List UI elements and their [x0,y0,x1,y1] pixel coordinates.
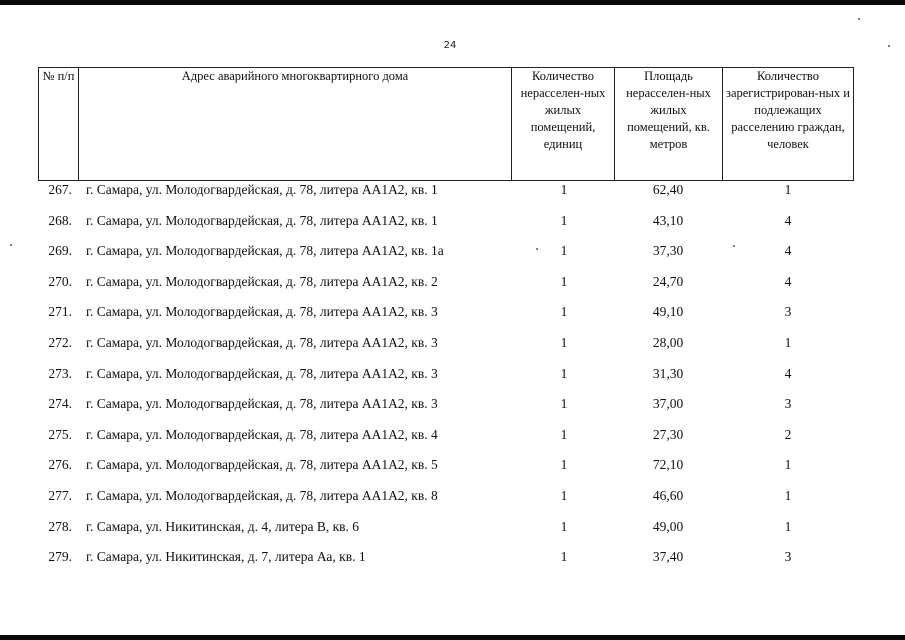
row-address: г. Самара, ул. Молодогвардейская, д. 78, литера АА1А2, кв. 3 [86,334,438,350]
row-number: 278. [48,518,72,534]
row-registered-citizens: 1 [784,487,792,503]
row-number: 267. [48,182,72,197]
row-unsettled-area: 37,00 [652,396,684,412]
row-unsettled-count: 1 [560,334,568,350]
row-address: г. Самара, ул. Молодогвардейская, д. 78, литера АА1А2, кв. 1 [86,212,438,228]
row-address: г. Самара, ул. Молодогвардейская, д. 78, литера АА1А2, кв. 1 [86,182,438,197]
row-registered-citizens: 4 [784,243,792,259]
row-unsettled-count: 1 [560,212,568,228]
row-address: г. Самара, ул. Молодогвардейская, д. 78, литера АА1А2, кв. 3 [86,365,438,381]
row-address: г. Самара, ул. Молодогвардейская, д. 78, литера АА1А2, кв. 4 [86,426,438,442]
row-unsettled-count: 1 [560,304,568,320]
row-address: г. Самара, ул. Молодогвардейская, д. 78, литера АА1А2, кв. 5 [86,457,438,473]
table-row [38,241,853,272]
row-unsettled-count: 1 [560,457,568,473]
scan-border-bottom [0,635,905,640]
row-unsettled-count: 1 [560,365,568,381]
row-address: г. Самара, ул. Никитинская, д. 4, литера В, кв. 6 [86,518,360,534]
row-registered-citizens: 3 [784,549,792,565]
row-registered-citizens: 1 [784,182,792,197]
row-unsettled-area: 24,70 [652,273,684,289]
table-row [38,486,853,517]
row-registered-citizens: 3 [784,304,792,320]
table-row [38,333,853,364]
row-number: 269. [48,243,72,259]
row-registered-citizens: 1 [784,334,792,350]
table-row [38,364,853,395]
row-number: 277. [48,487,72,503]
row-address: г. Самара, ул. Молодогвардейская, д. 78, литера АА1А2, кв. 1а [86,243,444,259]
row-number: 268. [48,212,72,228]
row-unsettled-count: 1 [560,487,568,503]
row-unsettled-area: 46,60 [652,487,684,503]
row-registered-citizens: 1 [784,518,792,534]
row-unsettled-count: 1 [560,182,568,197]
table-row [38,517,853,548]
row-address: г. Самара, ул. Молодогвардейская, д. 78, литера АА1А2, кв. 8 [86,487,438,503]
scan-speck [10,244,12,246]
row-address: г. Самара, ул. Молодогвардейская, д. 78, литера АА1А2, кв. 3 [86,396,438,412]
row-registered-citizens: 4 [784,212,792,228]
column-header-unsettled-area: Площадь нерасселен-ных жилых помещений, кв. метров [615,68,723,181]
table-row [38,455,853,486]
column-header-address: Адрес аварийного многоквартирного дома [79,68,512,181]
scan-border-top [0,0,905,5]
page-number: 24 [443,40,457,51]
row-registered-citizens: 4 [784,365,792,381]
table-row [38,272,853,303]
row-number: 273. [48,365,72,381]
row-registered-citizens: 3 [784,396,792,412]
row-number: 274. [48,396,72,412]
table-header [38,67,854,181]
row-address: г. Самара, ул. Молодогвардейская, д. 78, литера АА1А2, кв. 3 [86,304,438,320]
row-number: 272. [48,334,72,350]
table-row [38,394,853,425]
row-address: г. Самара, ул. Молодогвардейская, д. 78, литера АА1А2, кв. 2 [86,273,438,289]
row-unsettled-area: 27,30 [652,426,684,442]
row-unsettled-area: 49,10 [652,304,684,320]
row-number: 276. [48,457,72,473]
scan-speck [888,45,890,47]
row-unsettled-area: 49,00 [652,518,684,534]
row-unsettled-count: 1 [560,549,568,565]
row-number: 271. [48,304,72,320]
row-registered-citizens: 2 [784,426,792,442]
row-unsettled-count: 1 [560,243,568,259]
row-address: г. Самара, ул. Никитинская, д. 7, литера Аа, кв. 1 [86,549,366,565]
row-registered-citizens: 1 [784,457,792,473]
table-row [38,425,853,456]
row-unsettled-area: 43,10 [652,212,684,228]
row-unsettled-area: 37,30 [652,243,684,259]
row-unsettled-count: 1 [560,426,568,442]
column-header-registered-citizens: Количество зарегистрирован-ных и подлежащих расселению граждан, человек [723,68,854,181]
row-unsettled-count: 1 [560,518,568,534]
row-unsettled-area: 28,00 [652,334,684,350]
row-registered-citizens: 4 [784,273,792,289]
table-body [38,180,853,578]
row-number: 275. [48,426,72,442]
row-unsettled-area: 72,10 [652,457,684,473]
table-row [38,302,853,333]
row-unsettled-area: 31,30 [652,365,684,381]
row-unsettled-count: 1 [560,396,568,412]
row-number: 279. [48,549,72,565]
row-unsettled-area: 37,40 [652,549,684,565]
table-row [38,211,853,242]
table-row [38,547,853,578]
scan-speck [858,18,860,20]
row-number: 270. [48,273,72,289]
row-unsettled-area: 62,40 [652,182,684,197]
table-row [38,180,853,211]
column-header-unsettled-count: Количество нерасселен-ных жилых помещений, единиц [512,68,615,181]
column-header-number: № п/п [39,68,79,181]
row-unsettled-count: 1 [560,273,568,289]
